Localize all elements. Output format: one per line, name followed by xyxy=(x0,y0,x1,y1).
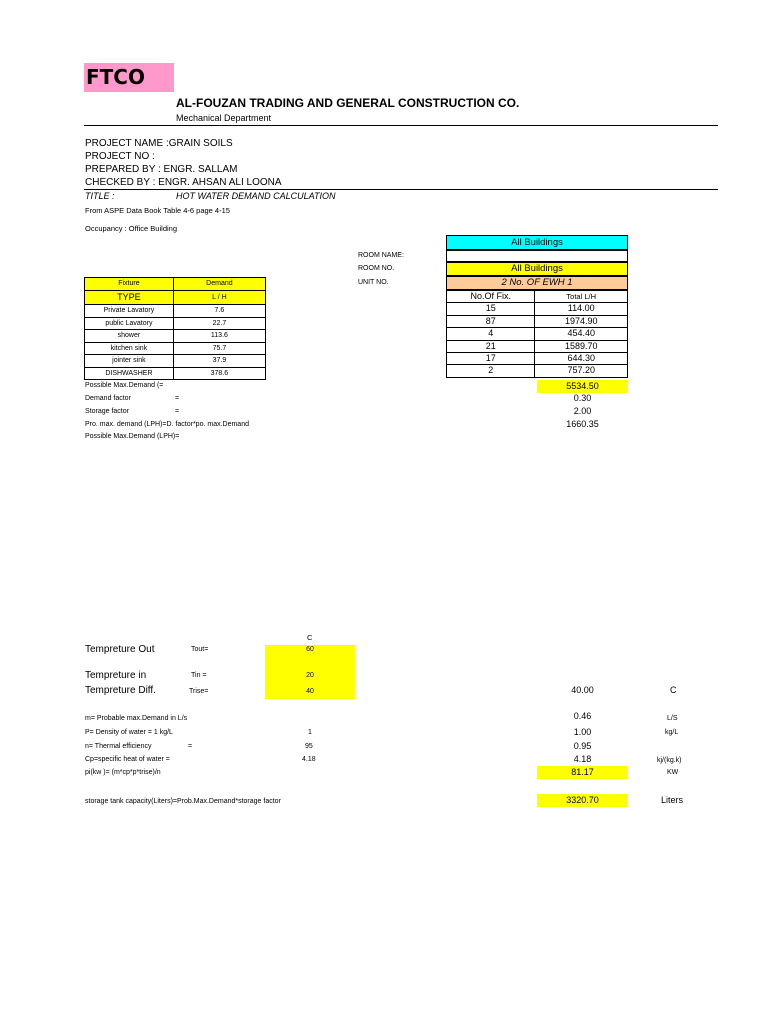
unit-no-label: UNIT NO. xyxy=(358,279,389,286)
fixture-demand: 22.7 xyxy=(173,317,265,330)
fix-count: 87 xyxy=(447,315,535,327)
temp-diff-result: 40.00 xyxy=(571,685,594,695)
n-value: 0.95 xyxy=(573,741,592,751)
cp-value: 4.18 xyxy=(573,754,592,764)
demand-factor-value: 0.30 xyxy=(573,393,592,403)
fix-total: 644.30 xyxy=(535,353,628,365)
temp-diff-unit: C xyxy=(670,685,677,695)
table-row xyxy=(85,342,266,355)
company-logo: FTCO xyxy=(84,63,174,92)
fix-count: 17 xyxy=(447,353,535,365)
table-row xyxy=(447,315,628,327)
fixture-header-row-2 xyxy=(85,291,266,305)
occupancy: Occupancy : Office Building xyxy=(85,224,177,233)
buildings-title: All Buildings xyxy=(446,235,628,250)
department: Mechanical Department xyxy=(176,113,272,123)
table-row xyxy=(85,305,266,318)
fixture-demand: 378.6 xyxy=(173,367,265,380)
fix-total: 1589.70 xyxy=(535,340,628,352)
fixture-type: Private Lavatory xyxy=(85,305,174,318)
p-label: P= Density of water = 1 kg/L xyxy=(85,729,173,736)
m-value: 0.46 xyxy=(573,711,592,721)
room-no-label: ROOM NO. xyxy=(358,265,395,272)
m-label: m= Probable max.Demand in L/s xyxy=(85,715,188,722)
table-row xyxy=(85,330,266,343)
fixture-header-row xyxy=(85,278,266,291)
storage-factor-label: Storage factor xyxy=(85,408,129,415)
fixture-demand: 7.6 xyxy=(173,305,265,318)
fixture-demand: 75.7 xyxy=(173,342,265,355)
prepared-by: PREPARED BY : ENGR. SALLAM xyxy=(85,164,238,175)
title-label: TITLE : xyxy=(85,191,115,201)
buildings-table xyxy=(446,290,628,378)
table-row xyxy=(85,317,266,330)
fixture-type: DISHWASHER xyxy=(85,367,174,380)
storage-factor-eq: = xyxy=(175,408,180,415)
fixture-header-type: Fixture xyxy=(85,278,174,291)
fixture-type: public Lavatory xyxy=(85,317,174,330)
fixture-table xyxy=(84,277,266,380)
p-input: 1 xyxy=(308,729,312,736)
source-reference: From ASPE Data Book Table 4-6 page 4-15 xyxy=(85,206,230,215)
fixture-demand: 113.6 xyxy=(173,330,265,343)
fixture-demand: 37.9 xyxy=(173,355,265,368)
fixture-type: shower xyxy=(85,330,174,343)
m-unit: L/S xyxy=(667,715,678,722)
temp-in-value: 20 xyxy=(306,672,314,679)
cp-input: 4.18 xyxy=(302,756,316,763)
company-name: AL-FOUZAN TRADING AND GENERAL CONSTRUCTION CO. xyxy=(176,96,520,110)
table-row xyxy=(85,355,266,368)
possible-demand-lph-label: Possible Max.Demand (LPH)= xyxy=(85,433,180,440)
tank-label: storage tank capacity(Liters)=Prob.Max.Demand*storage factor xyxy=(85,798,281,805)
storage-factor-value: 2.00 xyxy=(573,406,592,416)
pi-unit: KW xyxy=(667,769,679,776)
pi-label: pi(kw )= (m*cp*p*trise)/n xyxy=(85,769,161,776)
room-name-label: ROOM NAME: xyxy=(358,252,404,259)
temp-out-symbol: Tout= xyxy=(191,646,209,653)
table-row xyxy=(447,303,628,315)
possible-demand-label: Possible Max.Demand (= xyxy=(85,382,164,389)
buildings-header-row xyxy=(447,291,628,303)
demand-factor-eq: = xyxy=(175,395,180,402)
temp-diff-label: Tempreture Diff. xyxy=(85,685,156,696)
info-rule xyxy=(84,189,718,190)
fixture-type: jointer sink xyxy=(85,355,174,368)
n-eq: = xyxy=(188,743,193,750)
project-name: PROJECT NAME :GRAIN SOILS xyxy=(85,138,233,149)
room-name-value xyxy=(446,250,628,262)
probable-demand-label: Pro. max. demand (LPH)=D. factor*po. max.Demand xyxy=(85,421,249,428)
temp-in-symbol: Tin = xyxy=(191,672,207,679)
tank-value: 3320.70 xyxy=(537,794,628,807)
fix-count: 15 xyxy=(447,303,535,315)
fix-count: 4 xyxy=(447,328,535,340)
cp-unit: kj/(kg.k) xyxy=(657,757,682,764)
project-no: PROJECT NO : xyxy=(85,151,155,162)
table-row xyxy=(447,340,628,352)
pi-value: 81.17 xyxy=(537,766,628,779)
fixture-header-type-2: TYPE xyxy=(85,291,174,305)
temp-in-label: Tempreture in xyxy=(85,670,147,681)
p-value: 1.00 xyxy=(573,727,592,737)
fix-total: 757.20 xyxy=(535,365,628,377)
title-value: HOT WATER DEMAND CALCULATION xyxy=(176,191,336,201)
temp-out-value: 60 xyxy=(306,646,314,653)
fixture-header-demand: Demand xyxy=(173,278,265,291)
fix-count: 21 xyxy=(447,340,535,352)
temp-diff-value: 40 xyxy=(306,688,314,695)
fix-total: 1974.90 xyxy=(535,315,628,327)
fix-total: 114.00 xyxy=(535,303,628,315)
demand-factor-label: Demand factor xyxy=(85,395,131,402)
fixture-type: kitchen sink xyxy=(85,342,174,355)
table-row xyxy=(85,367,266,380)
tank-unit: Liters xyxy=(661,795,684,805)
temp-diff-symbol: Trise= xyxy=(189,688,209,695)
temp-unit-top: C xyxy=(307,633,313,642)
table-row xyxy=(447,353,628,365)
fixture-header-demand-2: L / H xyxy=(173,291,265,305)
p-unit: kg/L xyxy=(665,729,679,736)
possible-demand-value: 5534.50 xyxy=(537,380,628,393)
room-no-value: All Buildings xyxy=(446,262,628,276)
table-row xyxy=(447,365,628,377)
checked-by: CHECKED BY : ENGR. AHSAN ALI LOONA xyxy=(85,177,282,188)
cp-label: Cp=specific heat of water = xyxy=(85,756,170,763)
unit-no-value: 2 No. OF EWH 1 xyxy=(446,276,628,290)
header-rule xyxy=(84,125,718,126)
table-row xyxy=(447,328,628,340)
fix-count: 2 xyxy=(447,365,535,377)
col-total-lh: Total L/H xyxy=(535,291,628,303)
n-label: n= Thermal efficiency xyxy=(85,743,152,750)
temp-out-label: Tempreture Out xyxy=(85,644,155,655)
probable-demand-value: 1660.35 xyxy=(566,419,599,429)
fix-total: 454.40 xyxy=(535,328,628,340)
n-input: 95 xyxy=(305,743,313,750)
col-no-of-fix: No.Of Fix. xyxy=(447,291,535,303)
